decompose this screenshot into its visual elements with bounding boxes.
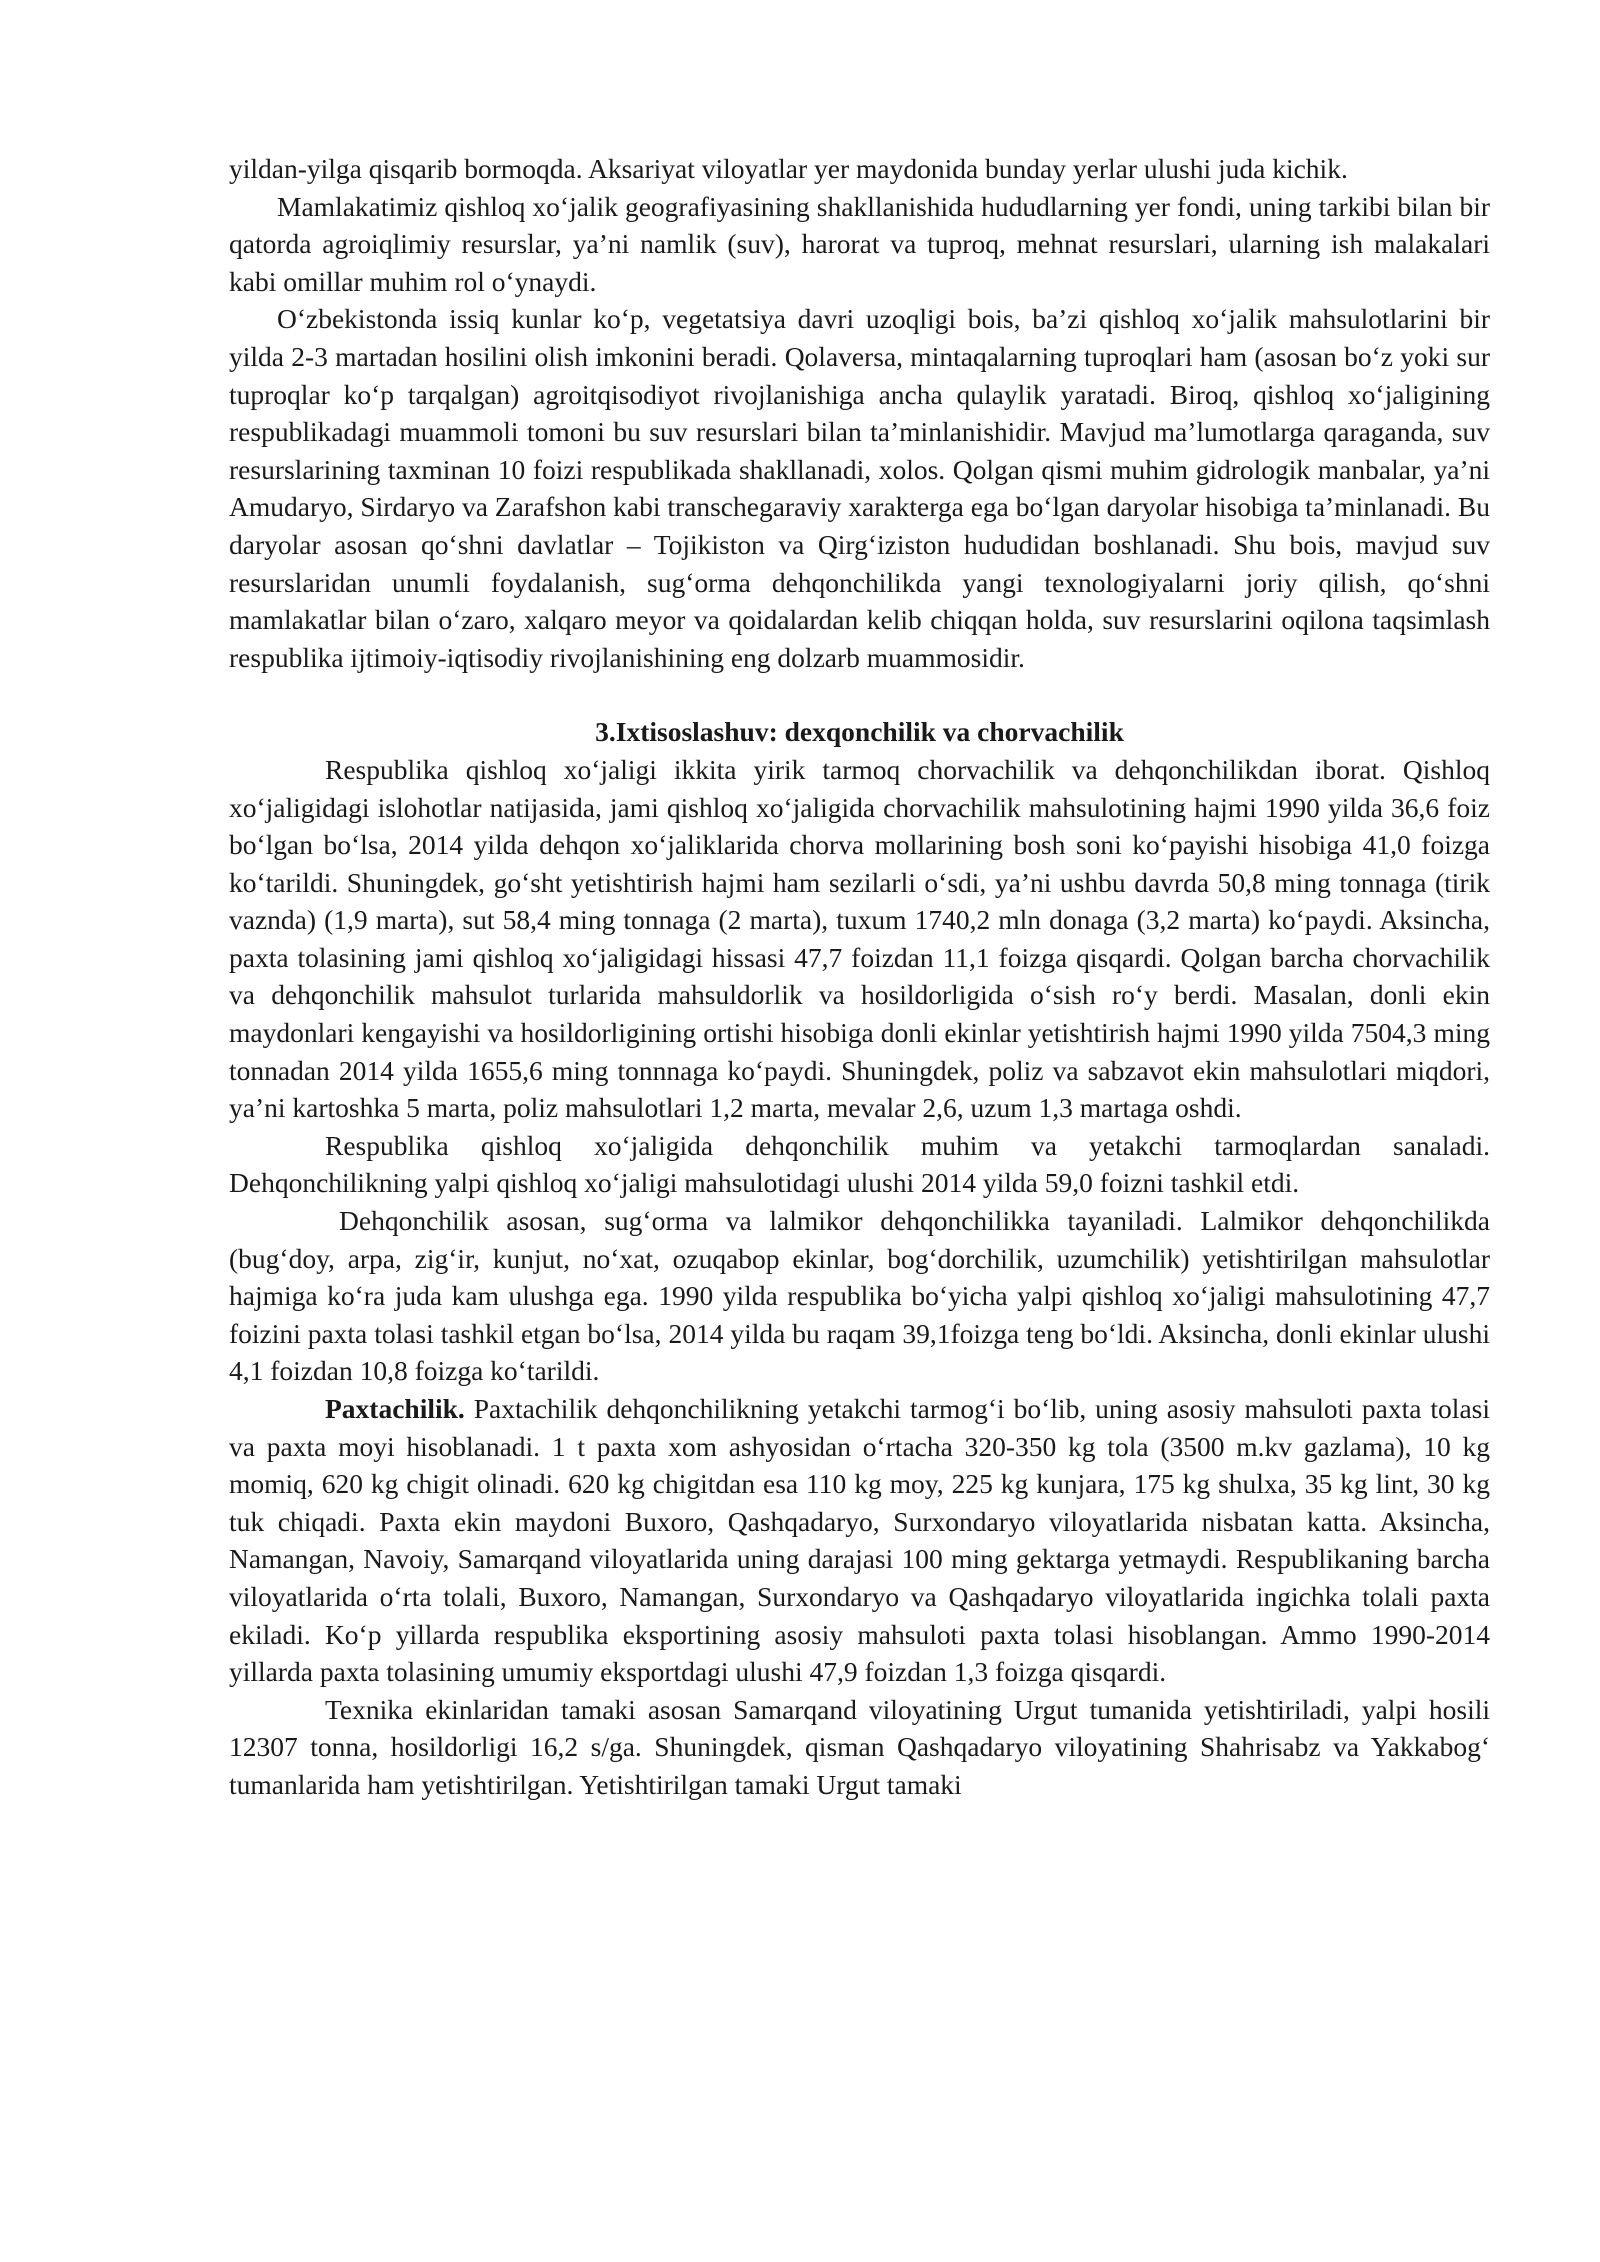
paragraph-6: Dehqonchilik asosan, sug‘orma va lalmikor dehqonchilikka tayaniladi. Lalmikor dehqonchilikda (bug‘doy, arpa, zig‘ir, kunjut, no‘xat, ozuqabop ekinlar, bog‘dorchilik, uzumchilik) yetishtirilgan mahsulotlar hajmiga ko‘ra juda kam ulushga ega. 1990 yilda respublika bo‘yicha yalpi qishloq xo‘jaligi mahsulotining 47,7 foizini paxta tolasi tashkil etgan bo‘lsa, 2014 yilda bu raqam 39,1foizga teng bo‘ldi. Aksincha, donli ekinlar ulushi 4,1 foizdan 10,8 foizga ko‘tarildi. [229,1205,1490,1387]
run-in-heading: Paxtachilik. [325,1393,465,1424]
paragraph-1: yildan-yilga qisqarib bormoqda. Aksariyat viloyatlar yer maydonida bunday yerlar ulushi juda kichik. [229,153,1348,184]
paragraph-3: O‘zbekistonda issiq kunlar ko‘p, vegetatsiya davri uzoqligi bois, ba’zi qishloq xo‘jalik mahsulotlarini bir yilda 2-3 martadan hosilini olish imkonini beradi. Qolaversa, mintaqalarning tuproqlari ham (asosan bo‘z yoki sur tuproqlar ko‘p tarqalgan) agroitqisodiyot rivojlanishiga ancha qulaylik yaratadi. Biroq, qishloq xo‘jaligining respublikadagi muammoli tomoni bu suv resurslari bilan ta’minlanishidir. Mavjud ma’lumotlarga qaraganda, suv resurslarining taxminan 10 foizi respublikada shakllanadi, xolos. Qolgan qismi muhim gidrologik manbalar, ya’ni Amudaryo, Sirdaryo va Zarafshon kabi transchegaraviy xarakterga ega bo‘lgan daryolar hisobiga ta’minlanadi. Bu daryolar asosan qo‘shni davlatlar – Tojikiston va Qirg‘iziston hududidan boshlanadi. Shu bois, mavjud suv resurslaridan unumli foydalanish, sug‘orma dehqonchilikda yangi texnologiyalarni joriy qilish, qo‘shni mamlakatlar bilan o‘zaro, xalqaro meyor va qoidalardan kelib chiqqan holda, suv resurslarini oqilona taqsimlash respublika ijtimoiy-iqtisodiy rivojlanishining eng dolzarb muammosidir. [229,303,1490,673]
document-page [229,150,1490,1804]
section-heading: 3.Ixtisoslashuv: dexqonchilik va chorvachilik [595,716,1124,748]
paragraph-7 [229,1390,1490,1691]
paragraph-4: Respublika qishloq xo‘jaligi ikkita yirik tarmoq chorvachilik va dehqonchilikdan iborat. Qishloq xo‘jaligidagi islohotlar natijasida, jami qishloq xo‘jaligida chorvachilik mahsulotining hajmi 1990 yilda 36,6 foiz bo‘lgan bo‘lsa, 2014 yilda dehqon xo‘jaliklarida chorva mollarining bosh soni ko‘payishi hisobiga 41,0 foizga ko‘tarildi. Shuningdek, go‘sht yetishtirish hajmi ham sezilarli o‘sdi, ya’ni ushbu davrda 50,8 ming tonnaga (tirik vaznda) (1,9 marta), sut 58,4 ming tonnaga (2 marta), tuxum 1740,2 mln donaga (3,2 marta) ko‘paydi. Aksincha, paxta tolasining jami qishloq xo‘jaligidagi hissasi 47,7 foizdan 11,1 foizga qisqardi. Qolgan barcha chorvachilik va dehqonchilik mahsulot turlarida mahsuldorlik va hosildorligida o‘sish ro‘y berdi. Masalan, donli ekin maydonlari kengayishi va hosildorligining ortishi hisobiga donli ekinlar yetishtirish hajmi 1990 yilda 7504,3 ming tonnadan 2014 yilda 1655,6 ming tonnnaga ko‘paydi. Shuningdek, poliz va sabzavot ekin mahsulotlari miqdori, ya’ni kartoshka 5 marta, poliz mahsulotlari 1,2 marta, mevalar 2,6, uzum 1,3 martaga oshdi. [229,753,1490,1124]
paragraph-7-body: Paxtachilik dehqonchilikning yetakchi tarmog‘i bo‘lib, uning asosiy mahsuloti paxta tolasi va paxta moyi hisoblanadi. 1 t paxta xom ashyosidan o‘rtacha 320-350 kg tola (3500 m.kv gazlama), 10 kg momiq, 620 kg chigit olinadi. 620 kg chigitdan esa 110 kg moy, 225 kg kunjara, 175 kg shulxa, 35 kg lint, 30 kg tuk chiqadi. Paxta ekin maydoni Buxoro, Qashqadaryo, Surxondaryo viloyatlarida nisbatan katta. Aksincha, Namangan, Navoiy, Samarqand viloyatlarida uning darajasi 100 ming gektarga yetmaydi. Respublikaning barcha viloyatlarida o‘rta tolali, Buxoro, Namangan, Surxondaryo va Qashqadaryo viloyatlarida ingichka tolali paxta ekiladi. Ko‘p yillarda respublika eksportining asosiy mahsuloti paxta tolasi hisoblangan. Ammo 1990-2014 yillarda paxta tolasining umumiy eksportdagi ulushi 47,9 foizdan 1,3 foizga qisqardi. [229,1393,1490,1688]
paragraph-8: Texnika ekinlaridan tamaki asosan Samarqand viloyatining Urgut tumanida yetishtiriladi, yalpi hosili 12307 tonna, hosildorligi 16,2 s/ga. Shuningdek, qisman Qashqadaryo viloyatining Shahrisabz va Yakkabog‘ tumanlarida ham yetishtirilgan. Yetishtirilgan tamaki Urgut tamaki [229,1693,1490,1800]
paragraph-2: Mamlakatimiz qishloq xo‘jalik geografiyasining shakllanishida hududlarning yer fondi, uning tarkibi bilan bir qatorda agroiqlimiy resurslar, ya’ni namlik (suv), harorat va tuproq, mehnat resurslari, ularning ish malakalari kabi omillar muhim rol o‘ynaydi. [229,190,1490,297]
paragraph-5: Respublika qishloq xo‘jaligida dehqonchilik muhim va yetakchi tarmoqlardan sanaladi. Dehqonchilikning yalpi qishloq xo‘jaligi mahsulotidagi ulushi 2014 yilda 59,0 foizni tashkil etdi. [229,1129,1490,1199]
